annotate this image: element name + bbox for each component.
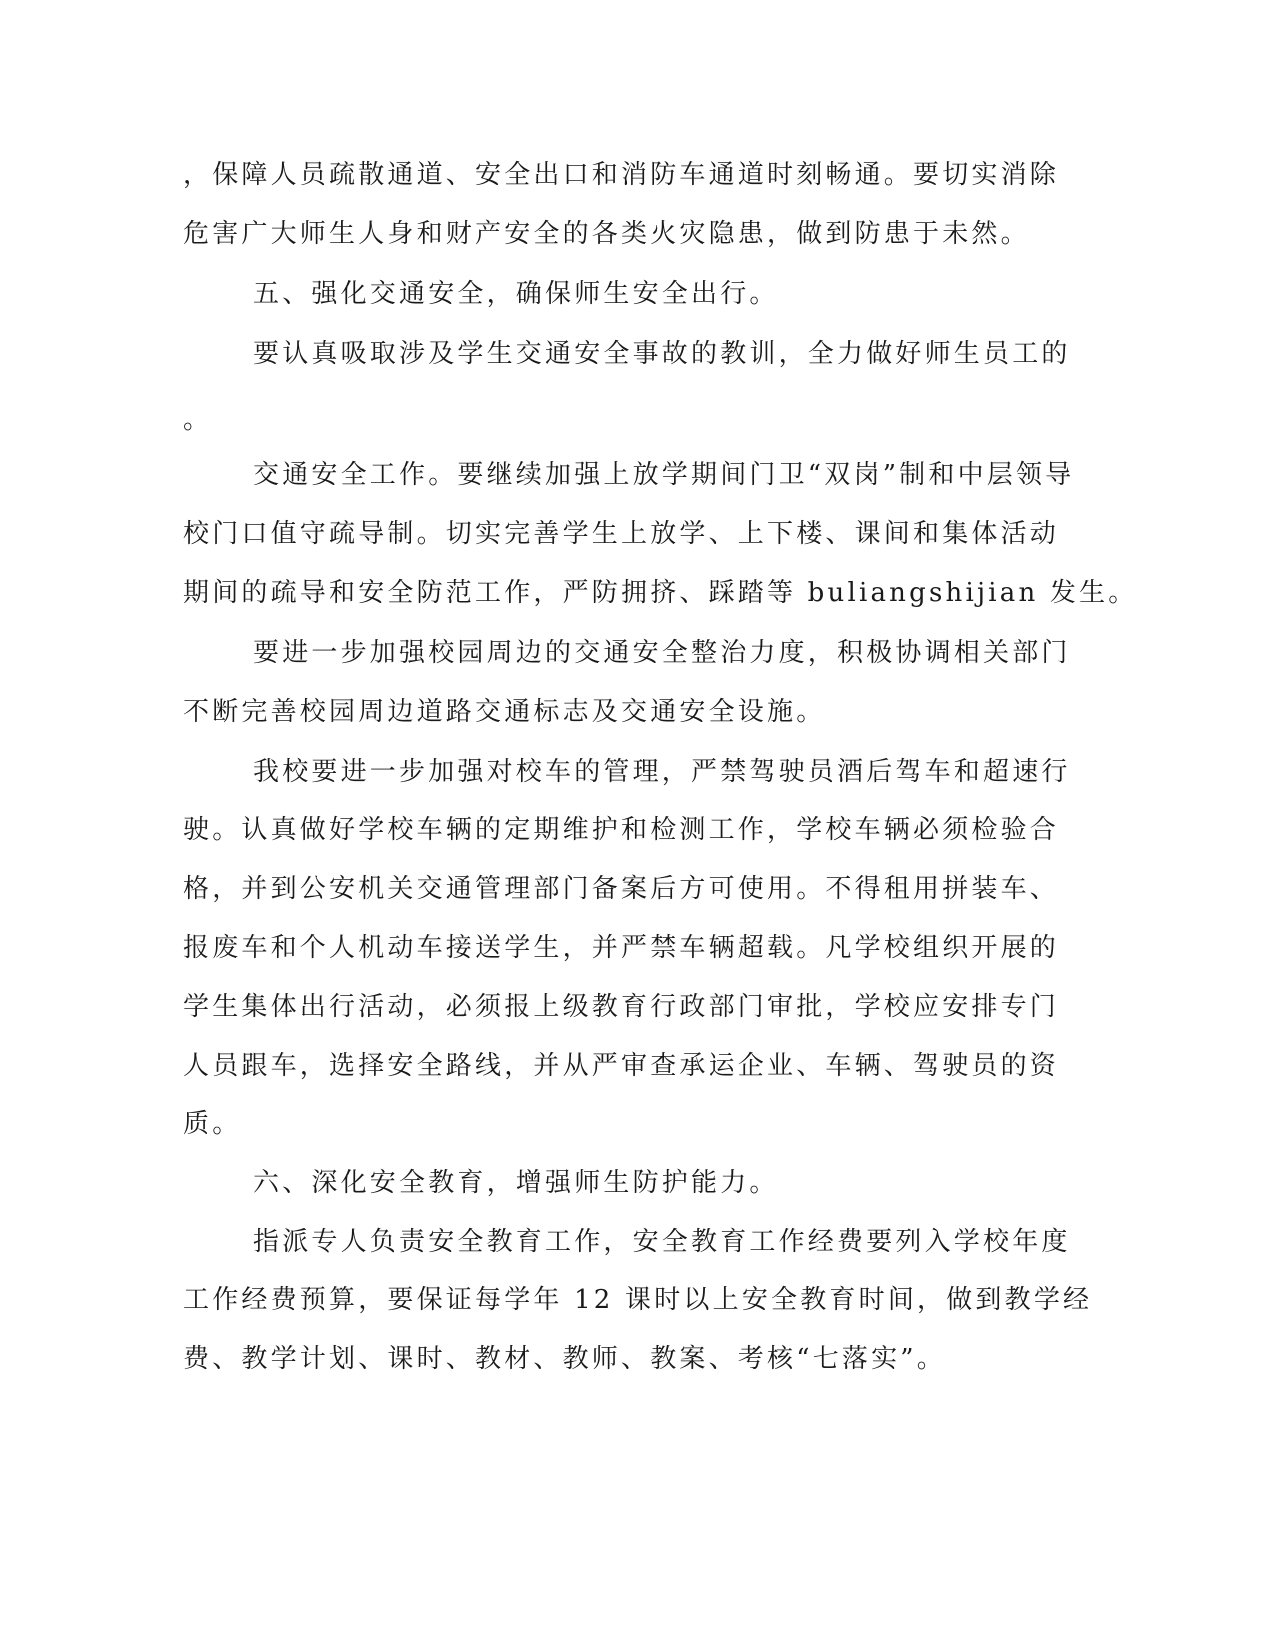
text-line: 费、教学计划、课时、教材、教师、教案、考核“七落实”。 [183,1344,946,1374]
text-line: 质。 [183,1109,242,1139]
text-line: 我校要进一步加强对校车的管理，严禁驾驶员酒后驾车和超速行 [253,757,1071,787]
text-line: 人员跟车，选择安全路线，并从严审查承运企业、车辆、驾驶员的资 [183,1051,1060,1081]
text-line: 工作经费预算，要保证每学年 12 课时以上安全教育时间，做到教学经 [183,1285,1093,1315]
text-line: 要进一步加强校园周边的交通安全整治力度，积极协调相关部门 [253,638,1071,668]
text-line: 报废车和个人机动车接送学生，并严禁车辆超载。凡学校组织开展的 [183,933,1060,963]
section-heading: 五、强化交通安全，确保师生安全出行。 [253,279,779,309]
text-line: 交通安全工作。要继续加强上放学期间门卫“双岗”制和中层领导 [253,460,1075,490]
text-line: 。 [183,405,213,435]
text-line: 学生集体出行活动，必须报上级教育行政部门审批，学校应安排专门 [183,992,1060,1022]
text-line: 指派专人负责安全教育工作，安全教育工作经费要列入学校年度 [253,1227,1071,1257]
text-line: 校门口值守疏导制。切实完善学生上放学、上下楼、课间和集体活动 [183,519,1060,549]
text-line: 要认真吸取涉及学生交通安全事故的教训，全力做好师生员工的 [253,339,1071,369]
text-line: 危害广大师生人身和财产安全的各类火灾隐患，做到防患于未然。 [183,219,1030,249]
text-line: 格，并到公安机关交通管理部门备案后方可使用。不得租用拼装车、 [183,874,1060,904]
text-line: 驶。认真做好学校车辆的定期维护和检测工作，学校车辆必须检验合 [183,815,1060,845]
text-line: 不断完善校园周边道路交通标志及交通安全设施。 [183,697,826,727]
text-line: ，保障人员疏散通道、安全出口和消防车通道时刻畅通。要切实消除 [183,160,1060,190]
text-line: 期间的疏导和安全防范工作，严防拥挤、踩踏等 buliangshijian 发生。 [183,578,1138,608]
section-heading: 六、深化安全教育，增强师生防护能力。 [253,1168,779,1198]
